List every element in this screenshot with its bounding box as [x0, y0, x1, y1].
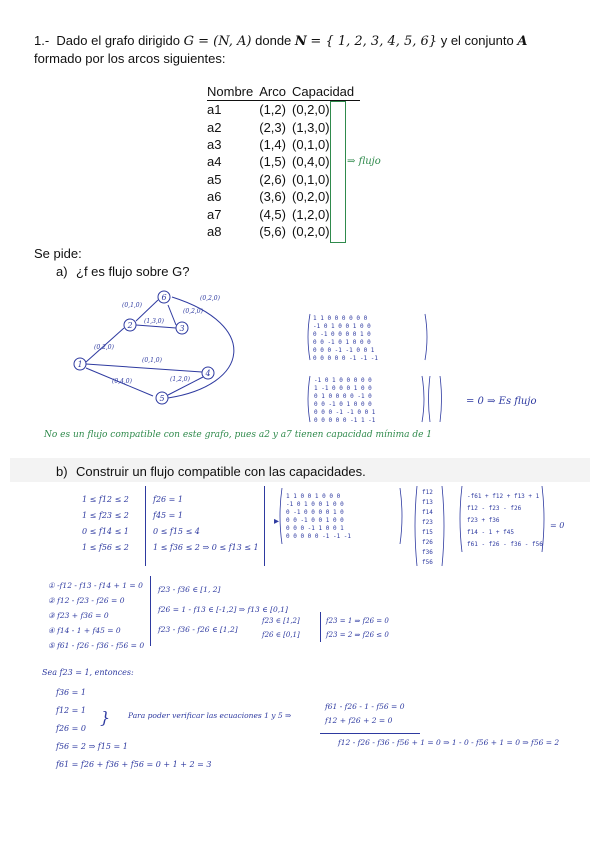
svg-text:-f61 + f12 + f13 + 1: -f61 + f12 + f13 + 1	[467, 493, 540, 500]
table-cell: (2,3)	[259, 119, 286, 135]
table-cell: (0,2,0)	[291, 102, 330, 118]
svg-text:f12 - f23 - f26: f12 - f23 - f26	[467, 505, 522, 512]
part-b-matrix-sketch	[272, 484, 572, 569]
table-cell: (0,1,0)	[291, 171, 330, 187]
edge-3-6	[168, 305, 176, 325]
equation-line: ① -f12 - f13 - f14 + 1 = 0	[48, 581, 143, 590]
verify-equations	[325, 700, 404, 728]
svg-text:-1 0 1 0 0 0 0 0: -1 0 1 0 0 0 0 0	[314, 377, 372, 384]
step-line: f36 = 1	[56, 688, 87, 697]
se-pide-label: Se pide:	[34, 246, 82, 261]
svg-text:f14: f14	[422, 509, 433, 516]
verify-text: Para poder verificar las ecuaciones 1 y 5 ⇒	[128, 711, 292, 720]
node-label-4: 4	[205, 369, 211, 378]
svg-text:0 0 0 0 0 -1 -1 -1: 0 0 0 0 0 -1 -1 -1	[313, 355, 379, 362]
svg-text:▸: ▸	[274, 516, 280, 527]
edge-2-3	[136, 325, 176, 328]
node-label-5: 5	[159, 394, 165, 403]
step-line: f26 = 0	[56, 724, 87, 733]
sea-line: Sea f23 = 1, entonces:	[42, 668, 134, 677]
svg-text:0 0 -1 0 1 0 0 0: 0 0 -1 0 1 0 0 0	[314, 401, 372, 408]
table-cell: (1,2,0)	[291, 206, 330, 222]
table-cell: (0,4,0)	[291, 154, 330, 170]
divider-1	[145, 486, 146, 566]
svg-text:-1 0 1 0 0 1 0 0: -1 0 1 0 0 1 0 0	[286, 501, 344, 508]
table-cell: a4	[207, 154, 222, 170]
equations-block	[48, 578, 144, 653]
svg-text:0 0 0 0 0 -1 1 -1: 0 0 0 0 0 -1 1 -1	[314, 417, 376, 424]
table-cell: (0,2,0)	[291, 189, 330, 205]
intro-text-3: y el conjunto	[440, 33, 514, 48]
cases-result-block	[326, 614, 389, 642]
svg-text:f23: f23	[422, 519, 433, 526]
table-cell: (2,6)	[259, 171, 286, 187]
edge-1-4	[86, 364, 202, 372]
final-line: f12 - f26 - f36 - f56 + 1 = 0 ⇒ 1 - 0 - f56 + 1 = 0 ⇒ f56 = 2	[338, 738, 560, 747]
svg-text:0 1 0 0 0 0 -1 0: 0 1 0 0 0 0 -1 0	[314, 393, 372, 400]
bound-line: 1 ≤ f56 ≤ 2	[82, 543, 129, 552]
table-cell: (4,5)	[259, 206, 286, 222]
verify-eq-line: f61 - f26 - 1 - f56 = 0	[325, 702, 405, 711]
table-cell: a7	[207, 206, 222, 222]
svg-text:f14 - 1 + f45: f14 - 1 + f45	[467, 529, 514, 536]
table-header-row	[207, 83, 360, 101]
capacity-highlight-box	[330, 101, 346, 243]
divider-3	[150, 576, 151, 646]
svg-text:0 -1 0 0 0 0 1 0: 0 -1 0 0 0 0 1 0	[286, 509, 344, 516]
intro-text-2: donde	[255, 33, 292, 48]
fixed-line: f26 = 1	[153, 495, 184, 504]
svg-text:0 -1 0 0 0 0 1 0: 0 -1 0 0 0 0 1 0	[313, 331, 371, 338]
flow-matrix-sketch	[300, 374, 470, 424]
flujo-annotation: ⇒ flujo	[347, 156, 381, 167]
bounds-block	[82, 492, 129, 556]
table-cell: (3,6)	[259, 189, 286, 205]
fixed-line: 1 ≤ f36 ≤ 2 ⇒ 0 ≤ f13 ≤ 1	[153, 543, 259, 552]
edge-label-a4: (0,4,0)	[112, 378, 132, 385]
svg-text:f13: f13	[422, 499, 433, 506]
edge-label-a3: (0,1,0)	[142, 357, 162, 364]
fixed-line: 0 ≤ f15 ≤ 4	[153, 527, 200, 536]
sum-line	[320, 733, 420, 734]
table-cell: a6	[207, 189, 222, 205]
steps-block	[56, 684, 211, 774]
flow-graph-sketch	[60, 285, 260, 410]
table-cell: a5	[207, 171, 222, 187]
bound-line: 0 ≤ f14 ≤ 1	[82, 527, 129, 536]
arcs-symbol: A	[517, 34, 528, 49]
edge-label-a6: (0,2,0)	[183, 308, 203, 315]
question-a-label: a)	[56, 264, 68, 279]
fixed-line: f45 = 1	[153, 511, 184, 520]
svg-text:0 0 0 0 0 -1 -1 -1: 0 0 0 0 0 -1 -1 -1	[286, 533, 352, 540]
case-result-line: f23 = 2 ⇒ f26 ≤ 0	[326, 631, 389, 639]
table-cell: a1	[207, 102, 222, 118]
intro-line-2: formado por los arcos siguientes:	[34, 51, 226, 66]
table-cell: (0,1,0)	[291, 136, 330, 152]
problem-statement	[34, 32, 564, 51]
edge-label-a5: (0,1,0)	[122, 302, 142, 309]
svg-text:f15: f15	[422, 529, 433, 536]
equation-line: ③ f23 + f36 = 0	[48, 611, 109, 620]
svg-text:1 1 0 0 1 0 0 0: 1 1 0 0 1 0 0 0	[286, 493, 341, 500]
step-line: f61 = f26 + f36 + f56 = 0 + 1 + 2 = 3	[56, 760, 212, 769]
table-cell: (1,2)	[259, 102, 286, 118]
svg-text:0 0 -1 0 0 1 0 0: 0 0 -1 0 0 1 0 0	[286, 517, 344, 524]
node-label-2: 2	[127, 321, 133, 330]
divider-2	[264, 486, 265, 566]
edge-label-a7: (1,2,0)	[170, 376, 190, 383]
svg-text:0 0 0 -1 -1 0 0 1: 0 0 0 -1 -1 0 0 1	[314, 409, 376, 416]
conclusion-line: No es un flujo compatible con este grafo, pues a2 y a7 tienen capacidad mínima de 1	[44, 430, 433, 440]
svg-text:1 1 0 0 0 0 0 0: 1 1 0 0 0 0 0 0	[313, 315, 368, 322]
edge-label-a2: (1,3,0)	[144, 318, 164, 325]
table-cell: a2	[207, 119, 222, 135]
bound-line: 1 ≤ f23 ≤ 2	[82, 511, 129, 520]
derived-line: f23 - f36 ∈ [1, 2]	[158, 585, 221, 594]
svg-text:-1 0 1 0 0 1 0 0: -1 0 1 0 0 1 0 0	[313, 323, 371, 330]
bound-line: 1 ≤ f12 ≤ 2	[82, 495, 129, 504]
node-label-1: 1	[77, 360, 83, 369]
case-line: f26 ∈ [0,1]	[262, 631, 300, 639]
table-header-capacity: Capacidad	[292, 83, 360, 101]
matrix-rhs: = 0	[550, 521, 565, 530]
table-cell: (5,6)	[259, 223, 286, 239]
nodes-set: = { 1, 2, 3, 4, 5, 6}	[310, 34, 438, 49]
svg-text:0 0 -1 0 1 0 0 0: 0 0 -1 0 1 0 0 0	[313, 339, 371, 346]
svg-text:f56: f56	[422, 559, 433, 566]
svg-text:f12: f12	[422, 489, 433, 496]
svg-text:0 0 0 -1 1 0 0 1: 0 0 0 -1 1 0 0 1	[286, 525, 344, 532]
svg-text:f61 - f26 - f36 - f56: f61 - f26 - f36 - f56	[467, 541, 543, 548]
graph-definition: G = (N, A)	[183, 34, 252, 49]
svg-text:f23 + f36: f23 + f36	[467, 517, 500, 524]
case-result-line: f23 = 1 ⇒ f26 = 0	[326, 617, 389, 625]
equation-line: ⑤ f61 - f26 - f36 - f56 = 0	[48, 641, 145, 650]
incidence-matrix-sketch	[305, 312, 455, 362]
nodes-symbol: N	[294, 34, 307, 49]
derived-line: f23 - f36 - f26 ∈ [1,2]	[158, 625, 238, 634]
matrix-result: = 0 ⇒ Es flujo	[466, 396, 537, 407]
question-b-label: b)	[56, 464, 68, 479]
fixed-block	[153, 492, 259, 556]
derived-line: f26 = 1 - f13 ∈ [-1,2] ⇒ f13 ∈ [0,1]	[158, 605, 288, 614]
table-cell: (1,3,0)	[291, 119, 330, 135]
divider-4	[320, 612, 321, 642]
table-cell: a8	[207, 223, 222, 239]
table-header-name: Nombre	[207, 83, 259, 101]
table-cell: (1,5)	[259, 154, 286, 170]
edge-label-a1: (0,2,0)	[94, 344, 114, 351]
question-a-text: ¿f es flujo sobre G?	[76, 264, 190, 279]
step-line: f56 = 2 ⇒ f15 = 1	[56, 742, 128, 751]
case-line: f23 ∈ [1,2]	[262, 617, 300, 625]
problem-number: 1.-	[34, 33, 50, 48]
step-line: f12 = 1	[56, 706, 87, 715]
table-cell: (1,4)	[259, 136, 286, 152]
question-b-text: Construir un flujo compatible con las capacidades.	[76, 464, 366, 479]
node-label-3: 3	[179, 324, 185, 333]
verify-eq-line: f12 + f26 + 2 = 0	[325, 716, 393, 725]
cases-block	[262, 614, 300, 642]
equation-line: ② f12 - f23 - f26 = 0	[48, 596, 125, 605]
edge-label-a8: (0,2,0)	[200, 295, 220, 302]
table-cell: a3	[207, 136, 222, 152]
node-label-6: 6	[161, 293, 167, 302]
svg-text:f36: f36	[422, 549, 433, 556]
svg-text:0 0 0 -1 -1 0 0 1: 0 0 0 -1 -1 0 0 1	[313, 347, 375, 354]
svg-text:1 -1 0 0 0 1 0 0: 1 -1 0 0 0 1 0 0	[314, 385, 372, 392]
brace: }	[100, 708, 111, 727]
svg-text:f26: f26	[422, 539, 433, 546]
table-cell: (0,2,0)	[291, 223, 330, 239]
equation-line: ④ f14 - 1 + f45 = 0	[48, 626, 121, 635]
intro-text-1: Dado el grafo dirigido	[56, 33, 180, 48]
table-header-arc: Arco	[259, 83, 292, 101]
flujo-annotation-text: flujo	[358, 156, 381, 167]
